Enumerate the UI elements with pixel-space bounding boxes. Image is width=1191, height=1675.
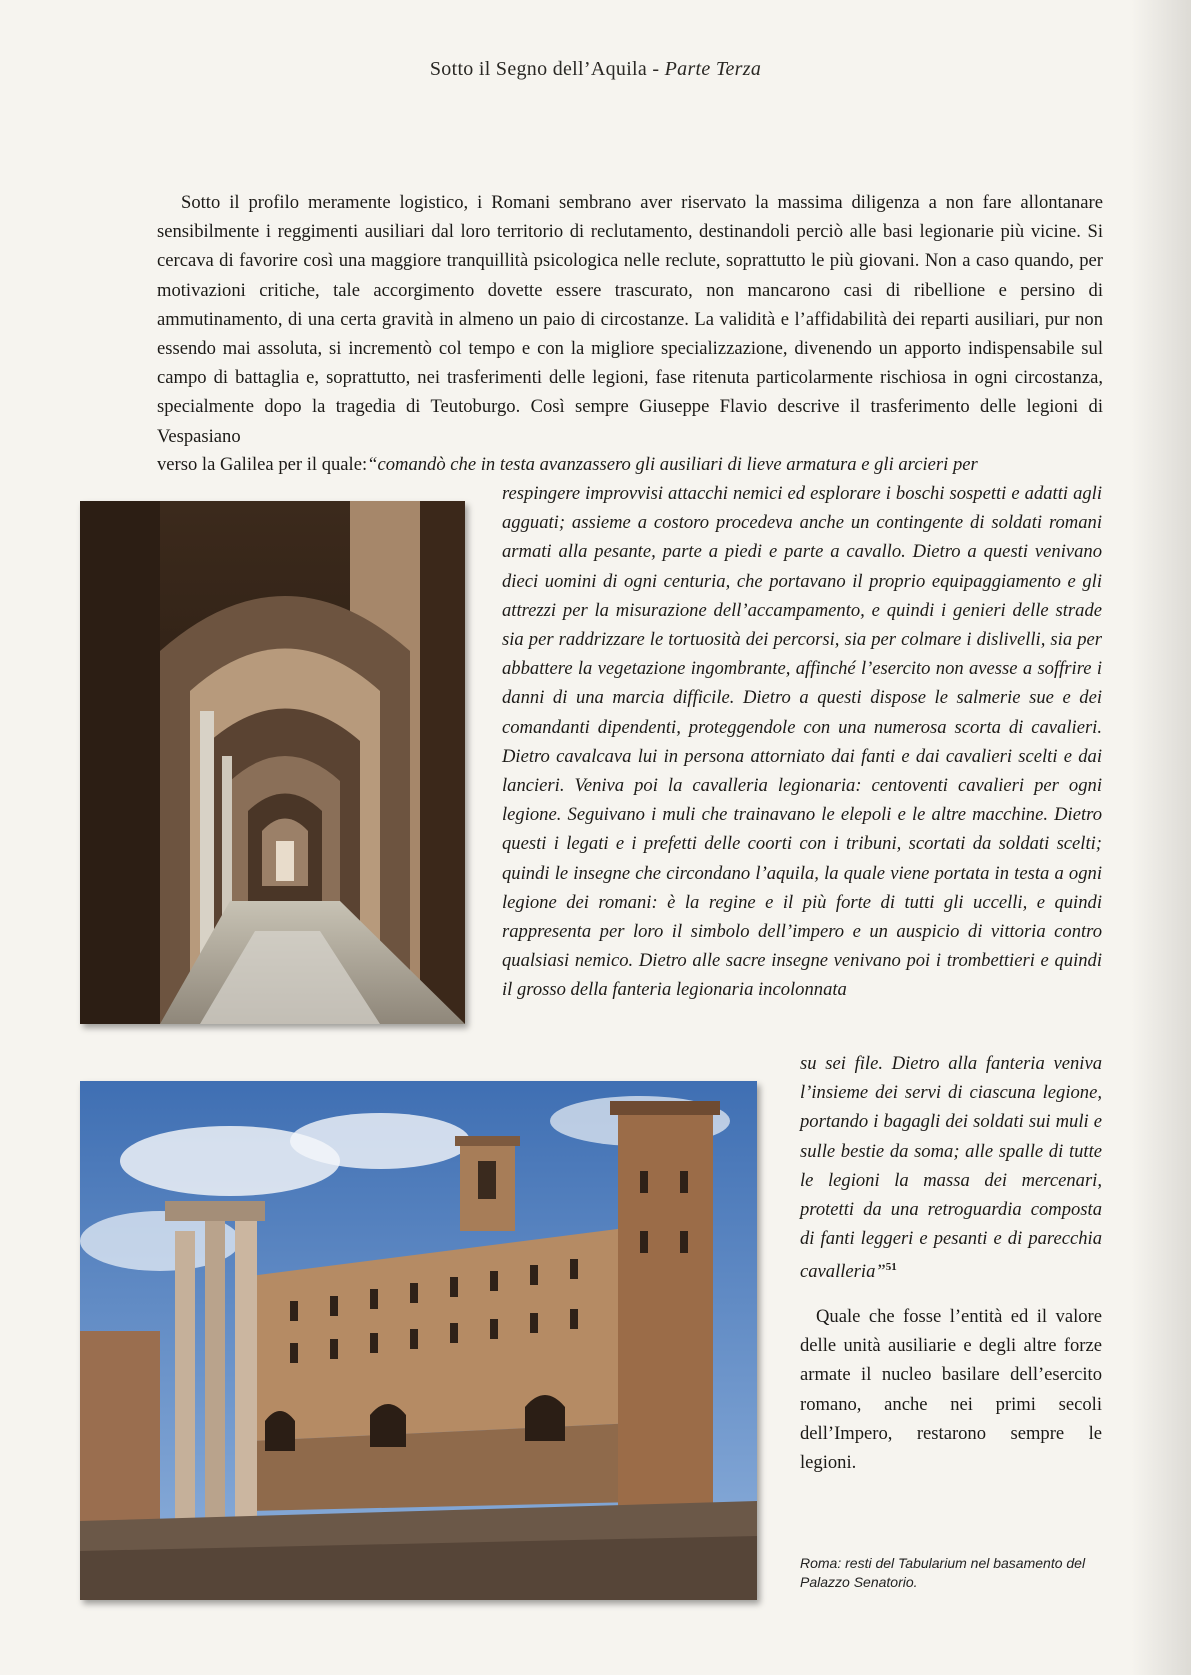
header-part: Parte Terza <box>664 58 762 80</box>
photo-tabularium <box>80 1081 757 1600</box>
quote-end-text: su sei file. Dietro alla fanteria veniva l’insieme dei servi di ciascuna legione, portando i bagagli dei soldati sui muli e sulle bestie da soma; alle spalle di tutte le legioni la massa dei mercenari, protetti da una retroguardia composta di fanti leggeri e pesanti e di parecchia cavalleria” <box>800 1053 1102 1283</box>
quote-start: “comandò che in testa avanzassero gli ausiliari di lieve armatura e gli arcieri per <box>367 454 978 475</box>
quote-lead-line <box>157 450 1103 479</box>
paragraph-intro: Sotto il profilo meramente logistico, i Romani sembrano aver riservato la massima diligenza a non fare allontanare sensibilmente i reggimenti ausiliari dal loro territorio di reclutamento, destinandoli perciò alle basi legionarie più vicine. Si cercava di favorire così una maggiore tranquillità psicologica nelle reclute, soprattutto le più giovani. Non a caso quando, per motivazioni critiche, tale accorgimento dovette essere trascurato, non mancarono casi di ribellione e persino di ammutinamento, di una certa gravità in almeno un paio di circostanze. La validità e l’affidabilità dei reparti ausiliari, pur non essendo mai assoluta, si incrementò col tempo e con la migliore specializzazione, divenendo un apporto indispensabile sul campo di battaglia e, soprattutto, nei trasferimenti delle legioni, fase ritenuta particolarmente rischiosa in ogni circostanza, specialmente dopo la tragedia di Teutoburgo. Così sempre Giuseppe Flavio descrive il trasferimento delle legioni di Vespasiano <box>157 192 1103 447</box>
page-edge-shadow <box>1131 0 1191 1675</box>
quote-intro: verso la Galilea per il quale: <box>157 454 368 475</box>
paragraph-conclusion: Quale che fosse l’entità ed il valore delle unità ausiliarie e degli altre forze armate il nucleo basilare dell’esercito romano, anche nei primi secoli dell’Impero, restarono sempre le legioni. <box>800 1306 1102 1474</box>
figure-caption: Roma: resti del Tabularium nel basamento del Palazzo Senatorio. <box>800 1555 1086 1590</box>
quote-end <box>800 1049 1102 1287</box>
header-title: Sotto il Segno dell’Aquila - <box>429 58 665 80</box>
footnote-ref: 51 <box>885 1261 897 1274</box>
photo-arched-corridor <box>80 501 465 1024</box>
quote-middle: respingere improvvisi attacchi nemici ed esplorare i boschi sospetti e adatti agli agguati; assieme a costoro procedeva anche un contingente di soldati romani armati alla pesante, parte a piedi e parte a cavallo. Dietro a questi venivano dieci uomini di ogni centuria, che portavano il proprio equipaggiamento e gli attrezzi per la misurazione dell’accampamento, e quindi i genieri delle strade sia per raddrizzare le tortuosità dei percorsi, sia per colmare i dislivelli, sia per abbattere la vegetazione ingombrante, affinché l’esercito non avesse a soffrire i danni di una marcia difficile. Dietro a questi dispose le salmerie sue e dei comandanti dipendenti, proteggendole con una numerosa scorta di cavalieri. Dietro cavalcava lui in persona attorniato dai fanti e dai cavalieri scelti e dai lancieri. Veniva poi la cavalleria legionaria: centoventi cavalieri per ogni legione. Seguivano i muli che trainavano le elepoli e le altre macchine. Dietro questi i legati e i prefetti delle coorti con i tribuni, scortati da soldati scelti; quindi le insegne che circondano l’aquila, la quale viene portata in testa a ogni legione dei romani: è la regine e il più forte di tutti gli uccelli, e quindi rappresenta per loro il simbolo dell’impero e un auspicio di vittoria contro qualsiasi nemico. Dietro alle sacre insegne venivano poi i trombettieri e quindi il grosso della fanteria legionaria incolonnata <box>502 483 1102 1001</box>
running-header <box>0 58 1191 81</box>
